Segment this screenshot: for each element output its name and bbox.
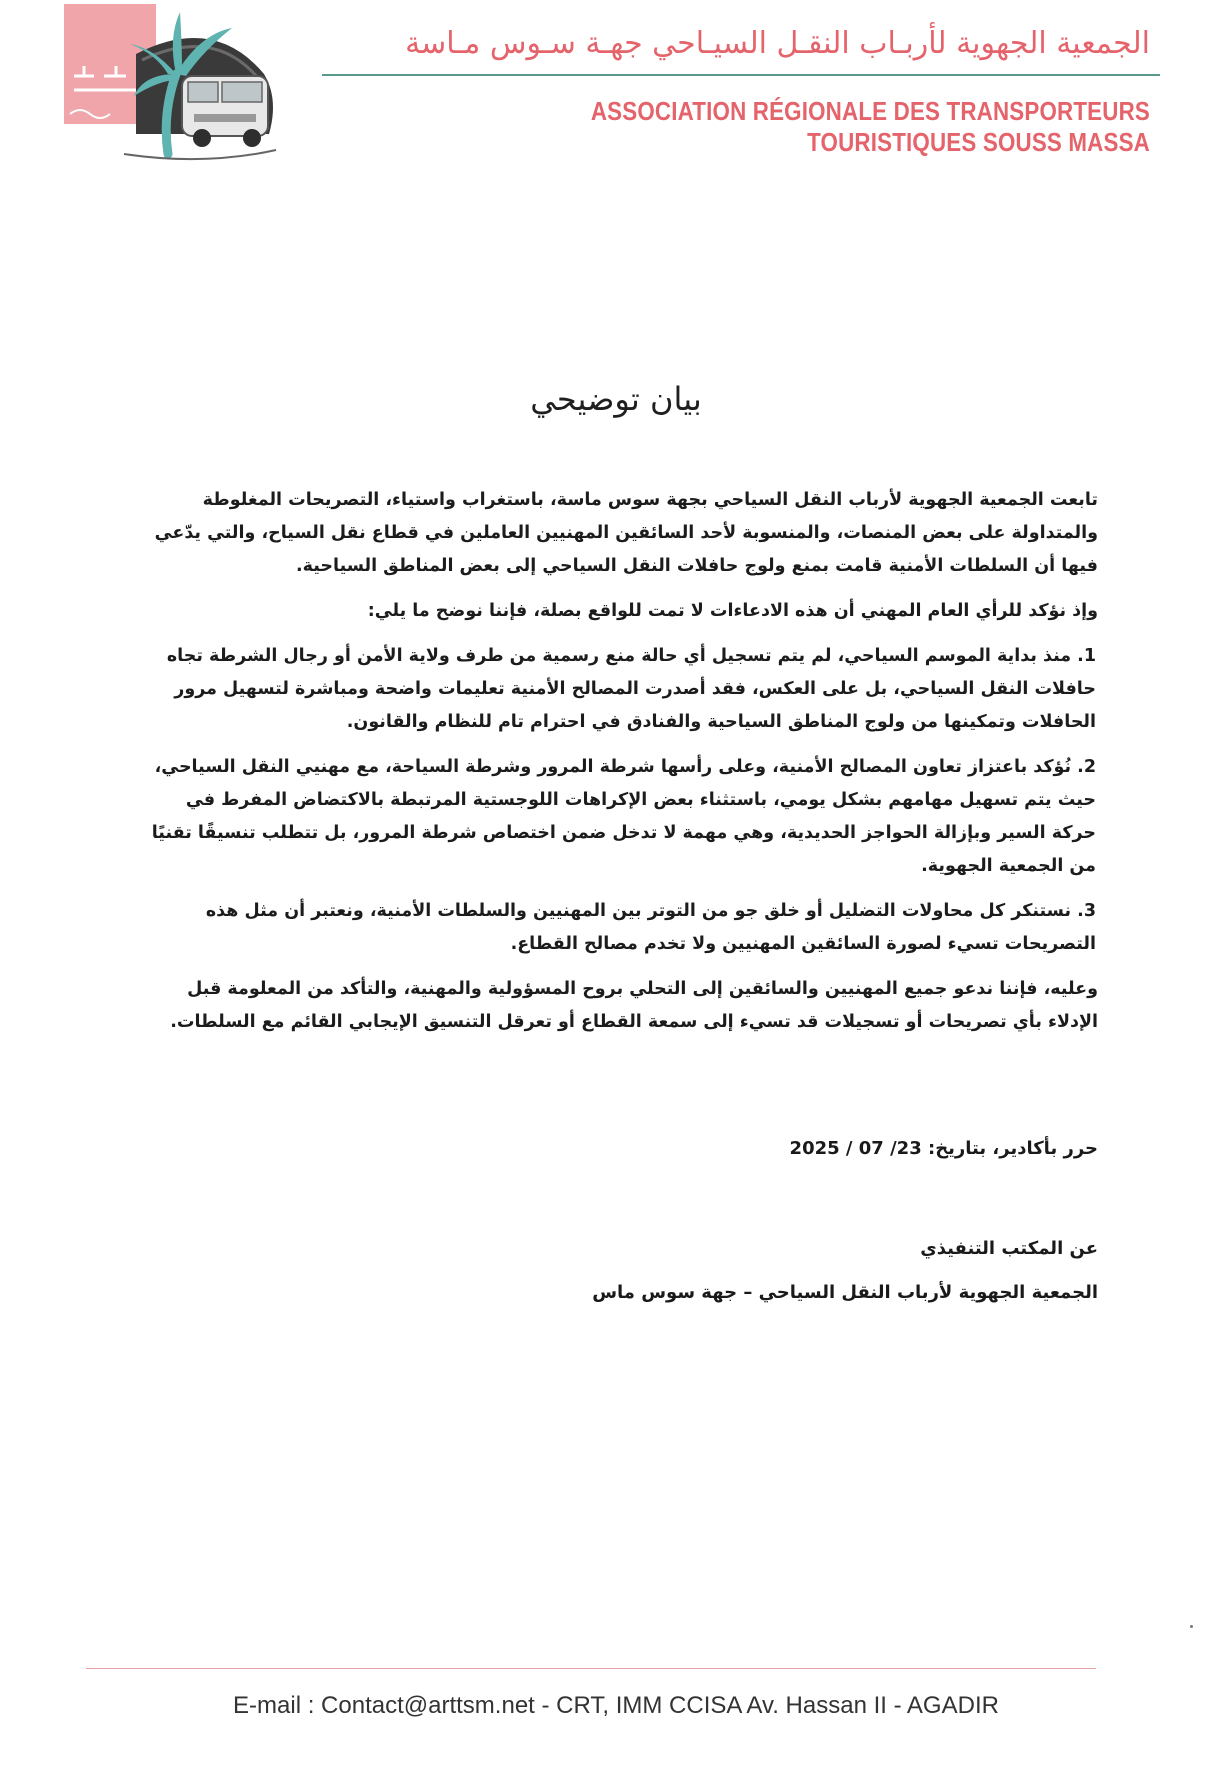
signature-office: عن المكتب التنفيذي (920, 1238, 1098, 1259)
palm-minibus-logo-icon (64, 4, 284, 166)
org-name-arabic: الجمعية الجهوية لأربـاب النقـل السيـاحي جهـة سـوس مـاسة (405, 26, 1150, 61)
signature-organization: الجمعية الجهوية لأرباب النقل السياحي – جهة سوس ماس (592, 1282, 1098, 1303)
scan-speck (1190, 1625, 1193, 1628)
paragraph-statement: وإذ نؤكد للرأي العام المهني أن هذه الادعاءات لا تمت للواقع بصلة، فإننا نوضح ما يلي: (367, 601, 1098, 621)
document-body (150, 484, 1098, 1051)
org-name-french: ASSOCIATION RÉGIONALE DES TRANSPORTEURS TOURISTIQUES SOUSS MASSA (590, 96, 1150, 157)
date-line: حرر بأكادير، بتاريخ: 23/ 07 / 2025 (789, 1138, 1098, 1159)
paragraph-intro: تابعت الجمعية الجهوية لأرباب النقل السياحي بجهة سوس ماسة، باستغراب واستياء، التصريحات المغلوطة والمتداولة على بعض المنصات، والمنسوبة لأحد السائقين المهنيين العاملين في قطاع نقل السياح، والتي يدّعي فيها أن السلطات الأمنية قامت بمنع ولوج حافلات النقل السياحي إلى بعض المناطق السياحية. (154, 490, 1098, 576)
paragraph-point-3: 3. نستنكر كل محاولات التضليل أو خلق جو من التوتر بين المهنيين والسلطات الأمنية، ونعتبر أن مثل هذه التصريحات تسيء لصورة السائقين المهنيين ولا تخدم مصالح القطاع. (205, 901, 1096, 954)
paragraph-point-1: 1. منذ بداية الموسم السياحي، لم يتم تسجيل أي حالة منع رسمية من طرف ولاية الأمن أو رجال الشرطة تجاه حافلات النقل السياحي، بل على العكس، فقد أصدرت المصالح الأمنية تعليمات واضحة ومباشرة لتسهيل مرور الحافلات وتمكينها من ولوج المناطق السياحية والفنادق في احترام تام للنظام والقانون. (166, 646, 1096, 732)
paragraph-point-2: 2. نُؤكد باعتزاز تعاون المصالح الأمنية، وعلى رأسها شرطة المرور وشرطة السياحة، مع مهنيي النقل السياحي، حيث يتم تسهيل مهامهم بشكل يومي، باستثناء بعض الإكراهات اللوجستية المرتبطة بالاكتضاض المفرط في حركة السير وبإزالة الحواجز الحديدية، وهي مهمة لا تدخل ضمن اختصاص شرطة المرور، بل تتطلب تنسيقًا تقنيًا من الجمعية الجهوية. (151, 757, 1096, 876)
document-title: بيان توضيحي (530, 380, 702, 418)
paragraph-conclusion: وعليه، فإننا ندعو جميع المهنيين والسائقين إلى التحلي بروح المسؤولية والمهنية، والتأكد من المعلومة قبل الإدلاء بأي تصريحات أو تسجيلات قد تسيء إلى سمعة القطاع أو تعرقل التنسيق الإيجابي القائم مع السلطات. (170, 979, 1098, 1032)
header-divider (322, 74, 1160, 76)
footer-divider (86, 1668, 1096, 1669)
footer-contact: E-mail : Contact@arttsm.net - CRT, IMM CCISA Av. Hassan II - AGADIR (233, 1692, 999, 1719)
